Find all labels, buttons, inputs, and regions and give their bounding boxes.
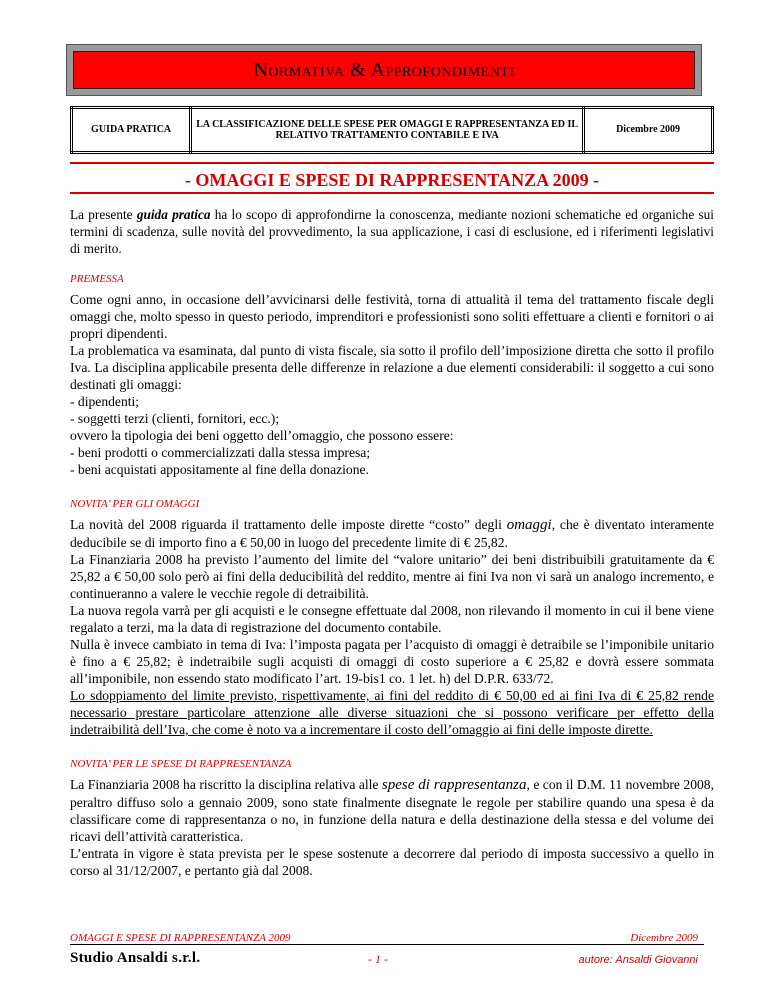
premessa-p3: ovvero la tipologia dei beni oggetto dell’omaggio, che possono essere: bbox=[70, 428, 454, 443]
footer-author: autore: Ansaldi Giovanni bbox=[578, 954, 698, 966]
omaggi-p5: Lo sdoppiamento del limite previsto, rispettivamente, ai fini del reddito di € 50,00 ed ai fini Iva di € 25,82 rende necessario prestare particolare attenzione alle diverse situazioni che si possono verificare per effetto della indetraibilità dell’Iva, che come è noto va a incrementare il costo dell’omaggio ai fini delle imposte dirette. bbox=[70, 688, 714, 737]
omaggi-p1 bbox=[70, 516, 714, 551]
footer-rule bbox=[70, 944, 704, 945]
premessa-p2: La problematica va esaminata, dal punto di vista fiscale, sia sotto il profilo dell’imposizione diretta che sotto il profilo Iva. La disciplina applicabile presenta delle differenze in relazione a due elementi considerabili: il soggetto a cui sono destinati gli omaggi: bbox=[70, 343, 714, 392]
rappresentanza-p2: L’entrata in vigore è stata prevista per le spese sostenute a decorrere dal periodo di imposta successivo a quello in corso al 31/12/2007, e pertanto già dal 2008. bbox=[70, 846, 714, 878]
omaggi-p1-c: , che è diventato interamente deducibile se di importo fino a € 50,00 in luogo del precedente limite di € 25,82. bbox=[70, 517, 715, 550]
header-banner-inner bbox=[73, 51, 695, 89]
omaggi-p2: La Finanziaria 2008 ha previsto l’aumento del limite del “valore unitario” dei beni distribuibili gratuitamente da € 25,82 a € 50,00 solo però ai fini della deducibilità del reddito, mentre ai fini Iva non vi sarà un analogo incremento, e continueranno a valere le vecchie regole di detraibilità. bbox=[70, 552, 714, 601]
page-title: - OMAGGI E SPESE DI RAPPRESENTANZA 2009 - bbox=[184, 170, 600, 190]
title-rule-top bbox=[70, 162, 714, 164]
info-topic: LA CLASSIFICAZIONE DELLE SPESE PER OMAGGI E RAPPRESENTANZA ED IL RELATIVO TRATTAMENTO CONTABILE E IVA bbox=[191, 108, 584, 153]
intro-paragraph bbox=[70, 206, 714, 257]
premessa-bullet-1: - dipendenti; bbox=[70, 394, 140, 409]
footer-company: Studio Ansaldi s.r.l. bbox=[70, 950, 201, 966]
intro-text-b: guida pratica bbox=[136, 207, 211, 222]
banner-title: Normativa & Approfondimenti bbox=[253, 58, 515, 81]
premessa-p1: Come ogni anno, in occasione dell’avvicinarsi delle festività, torna di attualità il tema del trattamento fiscale degli omaggi che, molto spesso in questo periodo, imprenditori e professionisti sono soliti effettuare a clienti e fornitori o ai propri dipendenti. bbox=[70, 292, 714, 341]
section-heading-premessa: PREMESSA bbox=[70, 273, 124, 285]
intro-text-a: La presente bbox=[70, 207, 137, 222]
omaggi-p1-b: omaggi bbox=[506, 517, 552, 533]
footer-page-number: - 1 - bbox=[368, 952, 388, 966]
section-heading-novita-omaggi: NOVITA’ PER GLI OMAGGI bbox=[70, 498, 200, 510]
document-body bbox=[70, 206, 714, 879]
premessa-bullet-3: - beni prodotti o commercializzati dalla stessa impresa; bbox=[70, 445, 371, 460]
header-banner bbox=[66, 44, 702, 96]
info-date: Dicembre 2009 bbox=[584, 108, 713, 153]
premessa-bullet-2: - soggetti terzi (clienti, fornitori, ecc.); bbox=[70, 411, 280, 426]
section-heading-novita-rappresentanza: NOVITA’ PER LE SPESE DI RAPPRESENTANZA bbox=[70, 758, 292, 770]
rappresentanza-p1-a: La Finanziaria 2008 ha riscritto la disciplina relativa alle bbox=[70, 777, 382, 792]
footer-doc-title: OMAGGI E SPESE DI RAPPRESENTANZA 2009 bbox=[70, 932, 291, 944]
omaggi-p1-a: La novità del 2008 riguarda il trattamento delle imposte dirette “costo” degli bbox=[70, 517, 507, 532]
footer-date: Dicembre 2009 bbox=[630, 932, 698, 944]
rappresentanza-p1 bbox=[70, 776, 714, 845]
omaggi-p4: Nulla è invece cambiato in tema di Iva: l’imposta pagata per l’acquisto di omaggi è detraibile se l’imponibile unitario è fino a € 25,82; è indetraibile sugli acquisti di omaggi di costo superiore a € 25,82 e dovrà essere sommata all’imponibile, non essendo stato modificato l’art. 19-bis1 co. 1 let. h) del D.P.R. 633/72. bbox=[70, 637, 714, 686]
intro-text-c: ha lo scopo di approfondirne la conoscenza, mediante nozioni schematiche ed organiche sui termini di scadenza, sulle novità del provvedimento, la sua applicazione, i casi di esclusione, ed i riferimenti legislativi di merito. bbox=[70, 207, 714, 256]
info-guide-type: GUIDA PRATICA bbox=[72, 108, 191, 153]
premessa-bullet-4: - beni acquistati appositamente al fine della donazione. bbox=[70, 462, 369, 477]
info-table bbox=[70, 106, 714, 154]
omaggi-p3: La nuova regola varrà per gli acquisti e le consegne effettuate dal 2008, non rilevando il momento in cui il bene viene regalato a terzi, ma la data di registrazione del documento contabile. bbox=[70, 603, 714, 635]
rappresentanza-p1-c: , e con il D.M. 11 novembre 2008, peraltro diffuso solo a gennaio 2009, sono state finalmente disegnate le regole per stabilire quando una spesa è da classificare come di rappresentanza o no, in funzione della natura e della destinazione della stessa e del volume dei ricavi dell’attività caratteristica. bbox=[70, 777, 714, 844]
title-rule-bottom bbox=[70, 192, 714, 194]
rappresentanza-p1-b: spese di rappresentanza bbox=[381, 777, 527, 793]
